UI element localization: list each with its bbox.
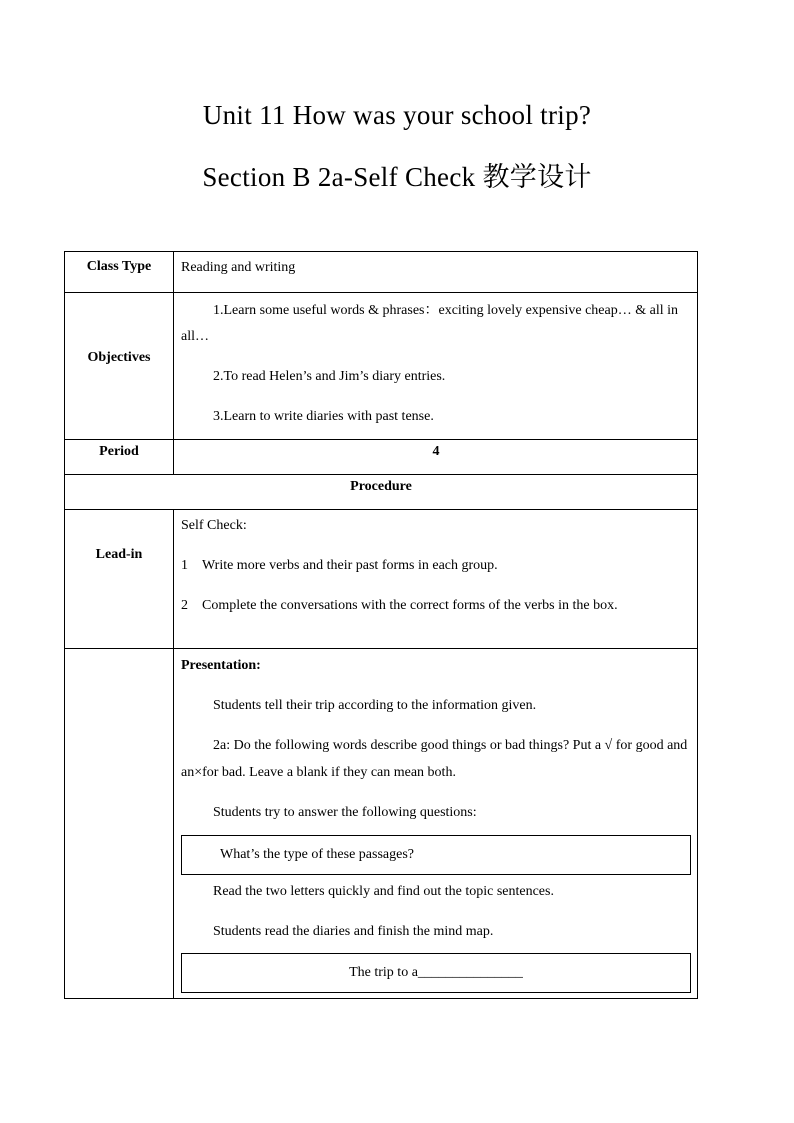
title-line-1: Unit 11 How was your school trip? xyxy=(202,100,592,130)
procedure-heading: Procedure xyxy=(350,479,412,494)
objectives-value xyxy=(174,293,697,439)
mind-map-box: The trip to a_______________ xyxy=(181,953,691,993)
lead-in-label: Lead-in xyxy=(65,510,174,648)
presentation-line-1: Students tell their trip according to the information given. xyxy=(213,698,537,713)
lesson-plan-table xyxy=(64,251,698,999)
presentation-line-2: 2a: Do the following words describe good things or bad things? Put a √ for good and an×for bad. Leave a blank if they can mean both. xyxy=(181,738,688,780)
lead-in-row xyxy=(64,509,698,648)
presentation-label-cell xyxy=(65,649,174,998)
objective-item-1: 1.Learn some useful words & phrases：exciting lovely expensive cheap… & all in all… xyxy=(181,303,678,344)
objectives-label: Objectives xyxy=(65,293,174,439)
presentation-line-5: Students read the diaries and finish the mind map. xyxy=(213,924,494,939)
objective-item-2: 2.To read Helen’s and Jim’s diary entries. xyxy=(213,369,446,384)
title-line-2: Section B 2a-Self Check 教学设计 xyxy=(202,162,592,192)
procedure-row xyxy=(64,474,698,509)
presentation-line-4: Read the two letters quickly and find out the topic sentences. xyxy=(213,884,554,899)
presentation-heading: Presentation: xyxy=(181,658,261,673)
objective-item-3: 3.Learn to write diaries with past tense. xyxy=(213,409,434,424)
period-value: 4 xyxy=(432,444,440,459)
lead-in-line-3: 2 Complete the conversations with the correct forms of the verbs in the box. xyxy=(181,598,618,613)
presentation-line-3: Students try to answer the following questions: xyxy=(213,805,477,820)
class-type-value: Reading and writing xyxy=(181,260,296,275)
question-box: What’s the type of these passages? xyxy=(181,835,691,875)
lead-in-line-1: Self Check: xyxy=(181,518,247,533)
class-type-label: Class Type xyxy=(65,252,174,292)
presentation-content xyxy=(174,649,697,998)
lead-in-content xyxy=(174,510,697,648)
lead-in-line-2: 1 Write more verbs and their past forms in each group. xyxy=(181,558,498,573)
presentation-row xyxy=(64,648,698,999)
objectives-row xyxy=(64,292,698,439)
class-type-row xyxy=(64,251,698,292)
period-label: Period xyxy=(65,440,174,474)
period-row xyxy=(64,439,698,474)
